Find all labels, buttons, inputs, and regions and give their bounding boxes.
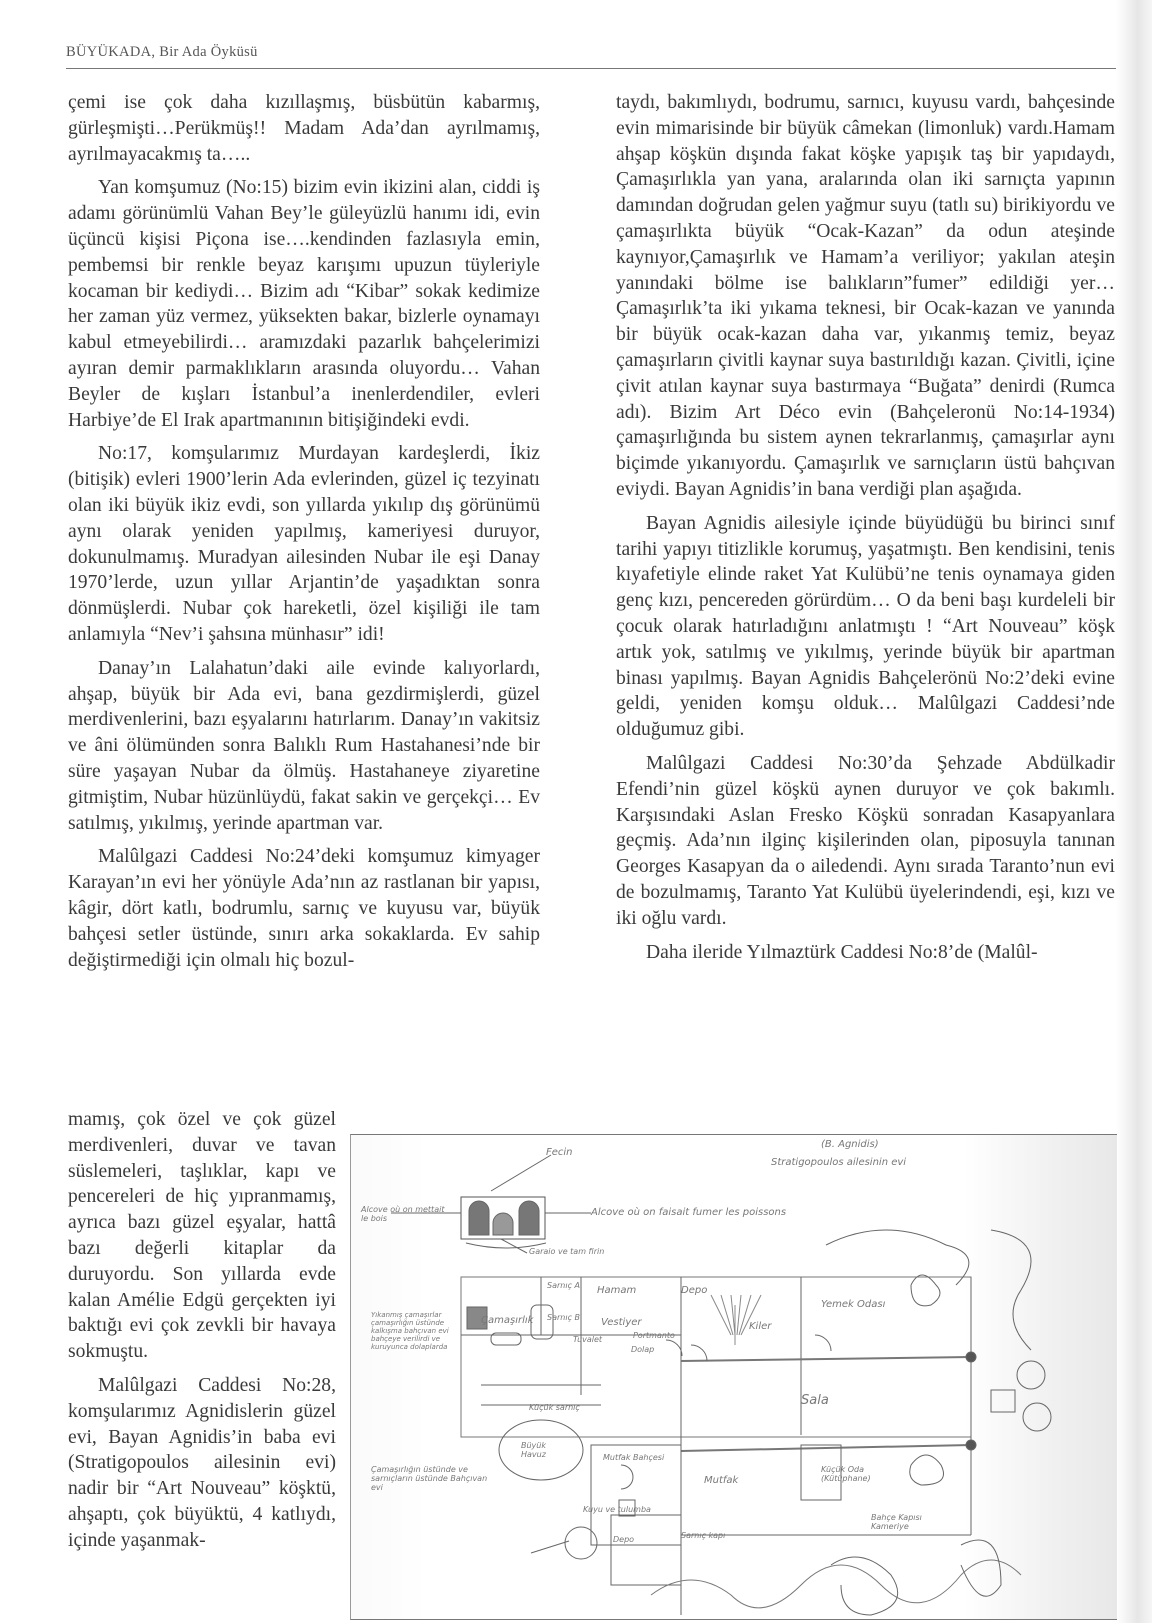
floor-plan-figure	[350, 1134, 1117, 1620]
paragraph: çemi ise çok daha kızıllaşmış, büsbütün kabarmış, gürleşmişti…Perükmüş!! Madam Ada’dan ayrılmamış, ayrılmayacakmış ta…..	[68, 92, 540, 165]
plan-label-sarnic-b: Sarnıç B	[547, 1313, 580, 1322]
plan-label-sala: Sala	[801, 1393, 829, 1408]
running-head: BÜYÜKADA, Bir Ada Öyküsü	[66, 44, 258, 60]
plan-label-camasirlik: Çamaşırlık	[481, 1315, 534, 1326]
plan-label-oven: Garaio ve tam firin	[529, 1247, 605, 1256]
plan-label-yemek-odasi: Yemek Odası	[821, 1299, 886, 1310]
plan-label-sarnic-kapi: Sarnıç kapı	[681, 1531, 726, 1540]
paragraph: Yan komşumuz (No:15) bizim evin ikizini alan, ciddi iş adamı görünümlü Vahan Bey’le güleyüzlü hanımı idi, evin üçüncü kişisi Piçona ise….kendinden fazlasıyla emin, pembemsi bir renkle beyaz karışımı upuzun tüyleriyle kocaman bir kediydi… Bizim adı “Kibar” sokak kedimize her zaman yüz vermez, yüksekten bakar, bizlerle oynamayı kabul etmeyebilirdi… aramızdaki pazarlık bahçelerimizi ayıran demir parmaklıkların arasında oluyordu… Vahan Beyler de kışları İstanbul’a inenlerdendiler, evleri Harbiye’de El Irak apartmanının bitişiğindeki evdi.	[68, 177, 540, 431]
header-rule	[66, 68, 1116, 69]
paragraph: Malûlgazi Caddesi No:24’deki komşumuz kimyager Karayan’ın evi her yönüyle Ada’nın az rastlanan bir yapısı, kâgir, dört katlı, bodrumlu, sarnıç ve kuyusu var, büyük bahçesi setler üstünde, sınırı arka sokaklarda. Ev sahip değiştirmediği için olmalı hiç bozul-	[68, 846, 540, 971]
paragraph: Malûlgazi Caddesi No:30’da Şehzade Abdülkadir Efendi’nin güzel köşkü aynen duruyor ve çok bakımlı. Karşısındaki Aslan Fresko Köşkü sonradan Kasapyanlara geçmiş. Ada’nın ilginç kişilerinden olan, piposuyla tanınan Georges Kasapyan da o ailedendi. Aynı sırada Taranto’nun evi de bozulmamış, Taranto Yat Kulübü üyelerindendi, eşi, kızı ve iki oğlu vardı.	[616, 752, 1115, 929]
plan-label-alcove-fish: Alcove où on faisait fumer les poissons	[591, 1207, 787, 1218]
page-edge-shadow	[1116, 0, 1152, 1623]
plan-label-tuvalet: Tuvalet	[573, 1335, 603, 1344]
plan-label-alcove-wood: Alcove où on mettait le bois	[361, 1205, 445, 1223]
plan-label-bahce-kapisi: Bahçe Kapısı Kameriye	[871, 1513, 922, 1531]
plan-label-vestiyer: Vestiyer	[601, 1317, 642, 1328]
plan-label-dolap: Dolap	[631, 1345, 655, 1354]
plan-label-mutfak: Mutfak	[704, 1475, 739, 1486]
right-column	[616, 90, 1115, 973]
plan-label-mutfak-bahcesi: Mutfak Bahçesi	[603, 1453, 665, 1462]
plan-label-kucuk-sarnic: Küçük sarnıç	[529, 1403, 580, 1412]
plan-label-fecin: Fecin	[546, 1147, 573, 1158]
paragraph: Malûlgazi Caddesi No:28, komşularımız Agnidislerin güzel evi, Bayan Agnidis’in baba evi (Stratigopoulos ailesinin evi) nadir bir “Art Nouveau” köşktü, ahşaptı, çok büyüktü, 4 katlıydı, içinde yaşanmak-	[68, 1374, 336, 1551]
paragraph: Danay’ın Lalahatun’daki aile evinde kalıyorlardı, ahşap, büyük bir Ada evi, bana gezdirmişlerdi, güzel merdivenlerini, bazı eşyalarını hatırlarım. Danay’ın vakitsiz ve âni ölümünden sonra Balıklı Rum Hastahanesi’nde bir süre yaşayan Nubar da ölmüş. Hastahaneye ziyaretine gitmiştim, Nubar hüzünlüydü, fakat sakin ve gerçekçi… Ev satılmış, yıkılmış, yerinde apartman var.	[68, 657, 540, 834]
plan-label-kiler: Kiler	[749, 1321, 772, 1332]
left-column	[68, 90, 540, 981]
plan-label-portmanto: Portmanto	[633, 1331, 675, 1340]
paragraph: taydı, bakımlıydı, bodrumu, sarnıcı, kuyusu vardı, bahçesinde evin mimarisinde bir büyük câmekan (limonluk) vardı.Hamam ahşap köşkün dışında fakat köşke yapışık taş bir yapıdaydı, Çamaşırlıkla yan yana, aralarında olan iki sarnıçta yapının damından doğrudan gelen yağmur suyu (tatlı su) birikiyordu ve çamaşırlıkta büyük “Ocak-Kazan” da odun ateşinde kaynıyor,Çamaşırlık ve Hamam’a veriliyor; yakılan ateşin yanındaki bölme ise balıkların”fumer” edildiği yer…Çamaşırlık’ta iki yıkama teknesi, bir Ocak-kazan ve yanında bir büyük ocak-kazan daha var, yıkanmış temiz, beyaz çamaşırların çivitli kaynar suya bastırıldığı kazan. Çivitli, içine çivit atılan kaynar suya bastırmaya “Buğata” denirdi (Rumca adı). Bizim Art Déco evin (Bahçeleronü No:14-1934) çamaşırlığında bu sistem aynen tekrarlanmış, çamaşırlar aynı biçimde yıkanıyordu. Çamaşırlık ve sarnıçların üstü bahçıvan eviydi. Bayan Agnidis’in bana verdiği plan aşağıda.	[616, 92, 1115, 500]
plan-label-kucuk-oda: Küçük Oda (Kütüphane)	[821, 1465, 871, 1483]
plan-note-left-top: Yıkanmış çamaşırlar çamaşırlığın üstünde kalkışma bahçıvan evi bahçeye verilirdi ve kuruyunca dolaplarda	[371, 1311, 449, 1351]
plan-label-hamam: Hamam	[597, 1285, 637, 1296]
plan-label-depo-top: Depo	[681, 1285, 708, 1296]
plan-title-house: Stratigopoulos ailesinin evi	[771, 1157, 907, 1168]
plan-note-left-bottom: Çamaşırlığın üstünde ve sarnıçların üstünde Bahçıvan evi	[371, 1465, 488, 1492]
paragraph: No:17, komşularımız Murdayan kardeşlerdi, İkiz (bitişik) evleri 1900’lerin Ada evlerinden, güzel iç tezyinatı olan iki büyük ikiz evdi, son yıllarda yıkılıp dış görünümü aynı olarak yeniden yapılmış, kameriyesi duruyor, dokunulmamış. Muradyan ailesinden Nubar ile eşi Danay 1970’lerde, uzun yıllar Arjantin’de yaşadıktan sonra dönmüşlerdi. Nubar çok hareketli, özel kişiliği ile tam anlamıyla “Nev’i şahsına münhasır” idi!	[68, 443, 540, 645]
plan-title-agnidis: (B. Agnidis)	[821, 1139, 879, 1150]
plan-label-depo-bottom: Depo	[613, 1535, 635, 1544]
paragraph: mamış, çok özel ve çok güzel merdivenleri, duvar ve tavan süslemeleri, taşlıklar, kapı ve pencereleri de hiç yıpranmamış, ayrıca bazı güzel eşyalar, hattâ bazı değerli kitaplar da duruyordu. Son yıllarda evde kalan Amélie Edgü gerçekten iyi baktığı evi çok zevkli bir havaya sokmuştu.	[68, 1109, 336, 1363]
left-column-narrow	[68, 1107, 336, 1562]
paragraph: Bayan Agnidis ailesiyle içinde büyüdüğü bu birinci sınıf tarihi yapıyı titizlikle korumuş, yaşatmıştı. Ben kendisini, tenis kıyafetiyle elinde raket Yat Kulübü’ne tenis oynamaya giden genç kızı, pencereden görürdüm… O da beni başı kurdeleli bir çocuk olarak hatırladığını anlatmıştı ! “Art Nouveau” köşk artık yok, satılmış ve yıkılmış, yerinde büyük bir apartman binası yapılmış. Bayan Agnidis Bahçelerönü No:2’deki evine geldi, yeniden komşu olduk… Malûlgazi Caddesi’nde olduğumuz gibi.	[616, 512, 1115, 741]
paragraph: Daha ileride Yılmaztürk Caddesi No:8’de (Malûl-	[646, 941, 1038, 963]
plan-label-sarnic-a: Sarnıç A	[547, 1281, 580, 1290]
plan-label-buyuk-havuz: Büyük Havuz	[521, 1441, 546, 1459]
plan-label-kuyu: Kuyu ve tulumba	[583, 1505, 651, 1514]
